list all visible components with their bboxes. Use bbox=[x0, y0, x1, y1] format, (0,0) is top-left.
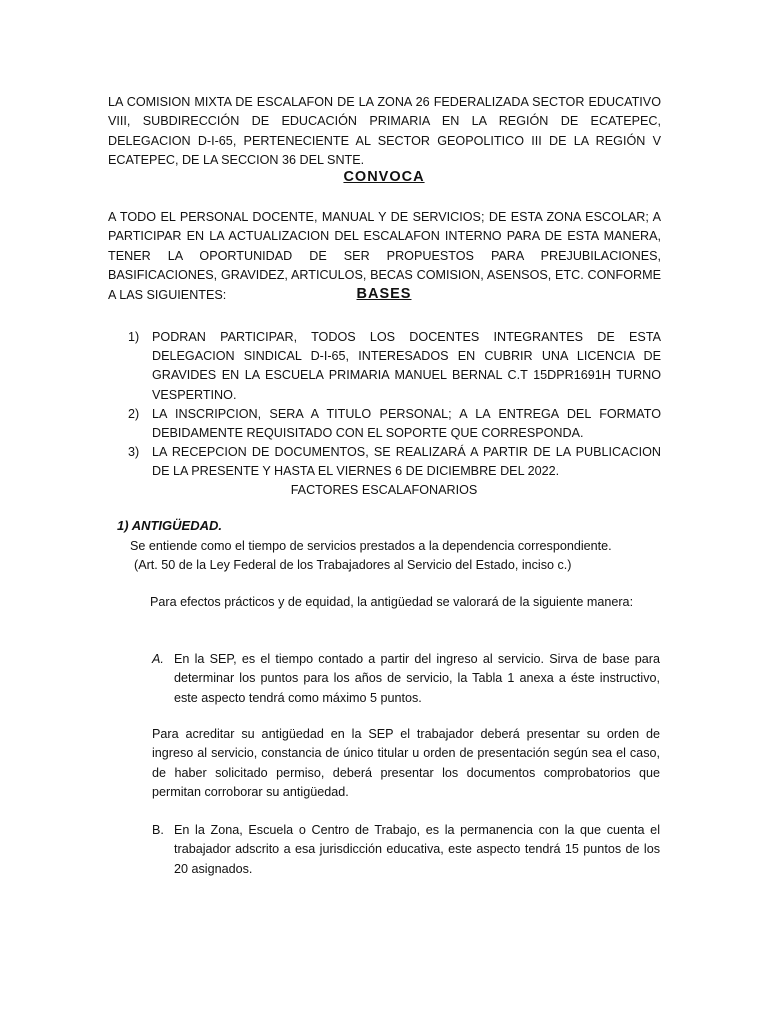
bases-heading: BASES bbox=[356, 286, 412, 302]
antiguedad-definition: Se entiende como el tiempo de servicios prestados a la dependencia correspondiente. bbox=[130, 539, 612, 553]
item-b-text: En la Zona, Escuela o Centro de Trabajo, es la permanencia con la que cuenta el trabajador adscrito a esa jurisdicción educativa, este aspecto tendrá 15 puntos de los 20 asignados. bbox=[174, 823, 660, 876]
list-item-text: PODRAN PARTICIPAR, TODOS LOS DOCENTES INTEGRANTES DE ESTA DELEGACION SINDICAL D-I-65, INTERESADOS EN CUBRIR UNA LICENCIA DE GRAVIDES EN LA ESCUELA PRIMARIA MANUEL BERNAL C.T 15DPR1691H TURNO VESPERTINO. bbox=[152, 330, 661, 402]
list-item-text: LA RECEPCION DE DOCUMENTOS, SE REALIZARÁ A PARTIR DE LA PUBLICACION DE LA PRESENTE Y HASTA EL VIERNES 6 DE DICIEMBRE DEL 2022. bbox=[152, 445, 661, 479]
item-b bbox=[152, 821, 660, 879]
list-item bbox=[128, 328, 661, 405]
item-a-letter: A. bbox=[152, 652, 164, 666]
bases-list bbox=[128, 328, 661, 482]
antiguedad-reference: (Art. 50 de la Ley Federal de los Trabajadores al Servicio del Estado, inciso c.) bbox=[134, 558, 572, 572]
antiguedad-heading: 1) ANTIGÜEDAD. bbox=[117, 518, 222, 533]
list-item-number: 2) bbox=[128, 406, 140, 421]
item-a bbox=[152, 650, 660, 708]
valuation-paragraph: Para efectos prácticos y de equidad, la antigüedad se valorará de la siguiente manera: bbox=[150, 595, 634, 609]
item-b-letter: B. bbox=[152, 823, 164, 837]
list-item-number: 1) bbox=[128, 330, 140, 344]
list-item-number: 3) bbox=[128, 445, 140, 460]
intro-paragraph: LA COMISION MIXTA DE ESCALAFON DE LA ZONA 26 FEDERALIZADA SECTOR EDUCATIVO VIII, SUBDIRECCIÓN DE EDUCACIÓN PRIMARIA EN LA REGIÓN DE ECATEPEC, DELEGACION D-I-65, PERTENECIENTE AL SECTOR GEOPOLITICO III DE LA REGIÓN V ECATEPEC, DE LA SECCION 36 DEL SNTE. bbox=[108, 95, 661, 168]
item-a-text: En la SEP, es el tiempo contado a partir del ingreso al servicio. Sirva de base para determinar los puntos para los años de servicio, la Tabla 1 anexa a éste instructivo, este aspecto tendrá como máximo 5 puntos. bbox=[174, 652, 660, 705]
list-item bbox=[128, 405, 661, 443]
call-paragraph: A TODO EL PERSONAL DOCENTE, MANUAL Y DE SERVICIOS; DE ESTA ZONA ESCOLAR; A PARTICIPAR EN LA ACTUALIZACION DEL ESCALAFON INTERNO PARA DE ESTA MANERA, TENER LA OPORTUNIDAD DE SER PROPUESTOS PARA PREJUBILACIONES, BASIFICACIONES, GRAVIDEZ, ARTICULOS, BECAS COMISION, ASENSOS, ETC. CONFORME A LAS SIGUIENTES: bbox=[108, 210, 661, 302]
list-item-text: LA INSCRIPCION, SERA A TITULO PERSONAL; A LA ENTREGA DEL FORMATO DEBIDAMENTE REQUISITADO CON EL SOPORTE QUE CORRESPONDA. bbox=[152, 406, 661, 441]
accredit-paragraph: Para acreditar su antigüedad en la SEP el trabajador deberá presentar su orden de ingreso al servicio, constancia de único titular u orden de presentación según sea el caso, de haber solicitado permiso, deberá presentar los documentos comprobatorios que permitan corroborar su antigüedad. bbox=[152, 727, 660, 800]
convoca-heading: CONVOCA bbox=[343, 169, 425, 185]
factors-title: FACTORES ESCALAFONARIOS bbox=[290, 483, 478, 497]
list-item bbox=[128, 443, 661, 481]
